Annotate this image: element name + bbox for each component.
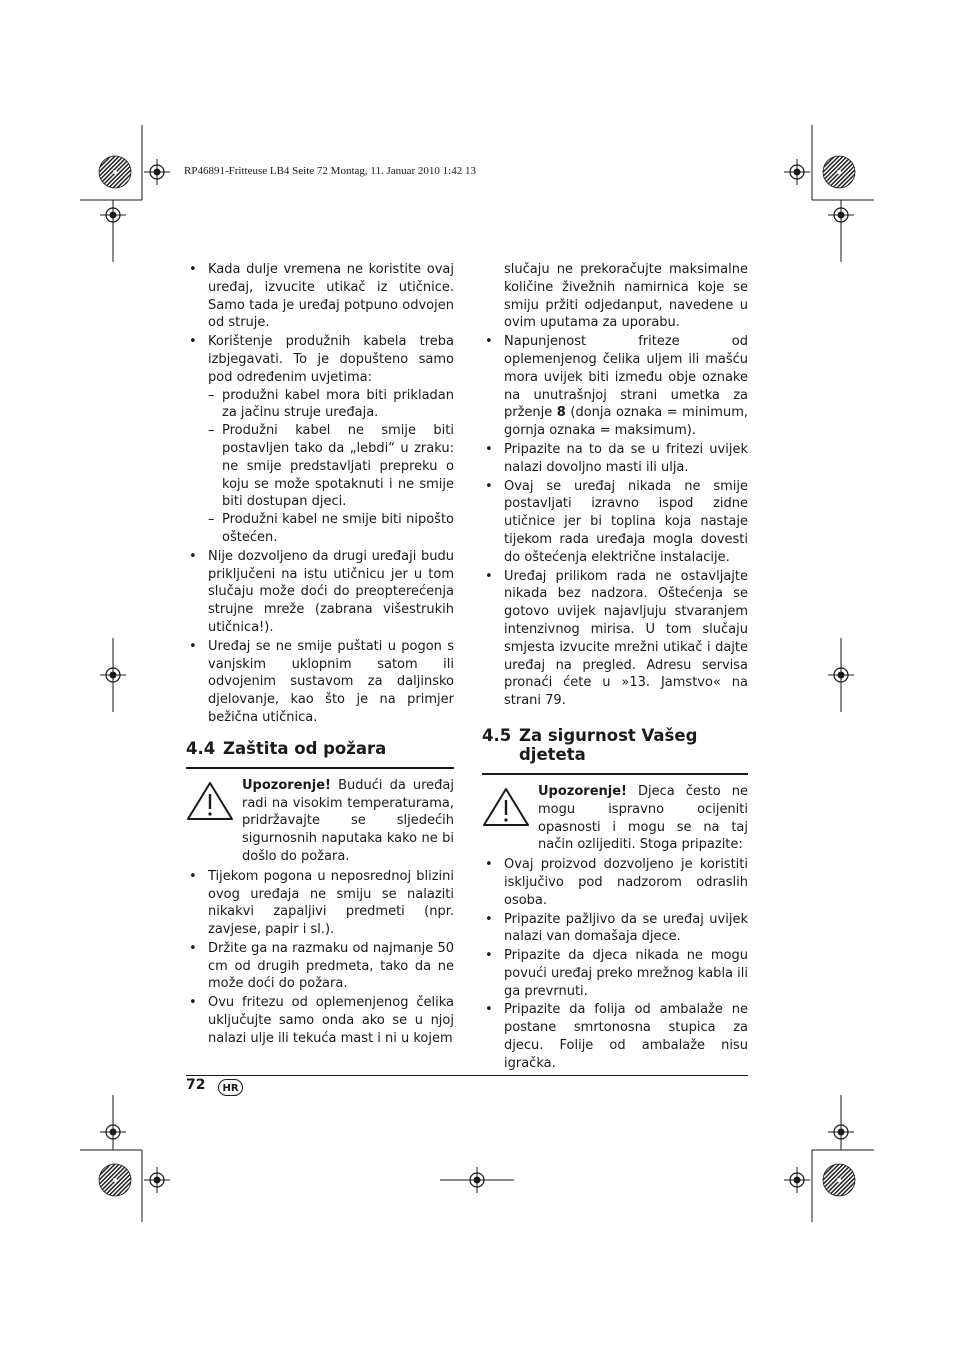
list-item: • Pripazite da djeca nikada ne mogu povući uređaj preko mrežnog kabla ili ga prevrnuti. [482, 947, 748, 1000]
left-column [186, 261, 454, 1049]
list-item [186, 333, 454, 547]
section-title: Zaštita od požara [223, 738, 387, 758]
list-item: • Kada dulje vremena ne koristite ovaj uređaj, izvucite utikač iz utičnice. Samo tada je uređaj potpuno odvojen od struje. [186, 261, 454, 332]
section-heading-child-safety [482, 726, 748, 764]
warning-label: Upozorenje! [242, 777, 331, 793]
list-item: • Pripazite na to da se u fritezi uvijek nalazi dovoljno masti ili ulja. [482, 441, 748, 477]
list-item: • Ovu fritezu od oplemenjenog čelika uključujte samo onda ako se u njoj nalazi ulje ili tekuća mast i ni u kojem [186, 994, 454, 1047]
list-item: • Uređaj se ne smije puštati u pogon s vanjskim uklopnim satom ili odvojenim sustavom za daljinsko djelovanje, kao što je na primjer bežična utičnica. [186, 638, 454, 727]
warning-block [482, 783, 748, 854]
warning-triangle-icon [186, 777, 242, 866]
footer-divider [186, 1075, 748, 1076]
section-number: 4.4 [186, 738, 216, 758]
section-heading-fire-protection [186, 739, 454, 758]
sub-item: – Produžni kabel ne smije biti postavljen tako da „lebdi“ u zraku: ne smije predstavljati prepreku o koju se može spotaknuti i ne smije biti dostupan djeci. [208, 422, 454, 511]
list-item: • Tijekom pogona u neposrednoj blizini ovog uređaja ne smiju se nalaziti nikakvi zapaljivi predmeti (npr. zavjese, papir i sl.). [186, 868, 454, 939]
sub-item: – Produžni kabel ne smije biti nipošto oštećen. [208, 511, 454, 547]
fire-safety-list [186, 868, 454, 1048]
right-column [482, 261, 748, 1074]
list-item-text: (donja oznaka = minimum, gornja oznaka = maksimum). [504, 405, 748, 439]
list-item: • Ovaj se uređaj nikada ne smije postavljati izravno ispod zidne utičnice jer bi toplina koja nastaje tijekom rada uređaja mogla dovesti do oštećenja električne instalacije. [482, 478, 748, 567]
warning-label: Upozorenje! [538, 783, 627, 799]
section-title: Za sigurnost Vašeg djeteta [519, 725, 698, 764]
list-item: • Držite ga na razmaku od najmanje 50 cm od drugih predmeta, tako da ne može doći do požara. [186, 940, 454, 993]
list-item: • Ovaj proizvod dozvoljeno je koristiti isključivo pod nadzorom odraslih osoba. [482, 856, 748, 909]
warning-text [538, 783, 748, 854]
list-item-text: Korištenje produžnih kabela treba izbjegavati. To je dopušteno samo pod određenim uvjetima: [208, 334, 454, 385]
list-item: • Pripazite pažljivo da se uređaj uvijek nalazi van domašaja djece. [482, 911, 748, 947]
section-divider [186, 767, 454, 769]
print-header: RP46891-Fritteuse LB4 Seite 72 Montag, 11. Januar 2010 1:42 13 [184, 165, 476, 177]
warning-block [186, 777, 454, 866]
list-item: • Nije dozvoljeno da drugi uređaji budu priključeni na istu utičnicu jer u tom slučaju može doći do preopterećenja strujne mreže (zabrana višestrukih utičnica!). [186, 548, 454, 637]
list-item [482, 333, 748, 440]
warning-triangle-icon [482, 783, 538, 854]
extension-cable-conditions [208, 387, 454, 547]
warning-body: Djeca često ne mogu ispravno ocijeniti opasnosti i mogu se na taj način ozlijediti. Stoga pripazite: [538, 783, 748, 853]
continued-text: slučaju ne prekoračujte maksimalne količine živežnih namirnica koje se smiju pržiti odjedanput, navedene u ovim uputama za uporabu. [504, 262, 748, 331]
list-item: • Pripazite da folija od ambalaže ne postane smrtonosna stupica za djecu. Folije od ambalaže nisu igračka. [482, 1001, 748, 1072]
section-number: 4.5 [482, 725, 512, 745]
child-safety-list [482, 856, 748, 1073]
list-item: • Uređaj prilikom rada ne ostavljajte nikada bez nadzora. Oštećenja se gotovo uvijek najavljuju stvaranjem intenzivnog mirisa. U tom slučaju smjesta izvucite mrežni utikač i dajte uređaj na pregled. Adresu servisa pronaći ćete u »13. Jamstvo« na strani 79. [482, 568, 748, 710]
part-number: 8 [556, 405, 566, 421]
warning-text [242, 777, 454, 866]
language-badge: HR [218, 1079, 243, 1096]
section-divider [482, 773, 748, 775]
safety-list-continued [482, 333, 748, 710]
page-number: 72 [186, 1077, 206, 1093]
sub-item: – produžni kabel mora biti prikladan za jačinu struje uređaja. [208, 387, 454, 423]
warning-body: Budući da uređaj radi na visokim temperaturama, pridržavajte se sljedećih sigurnosnih naputaka kako ne bi došlo do požara. [242, 777, 454, 864]
list-item-text: Napunjenost friteze od oplemenjenog čelika uljem ili mašću mora uvijek biti između obje oznake na unutrašnjoj strani umetka za prženje [504, 334, 748, 421]
safety-list [186, 261, 454, 727]
